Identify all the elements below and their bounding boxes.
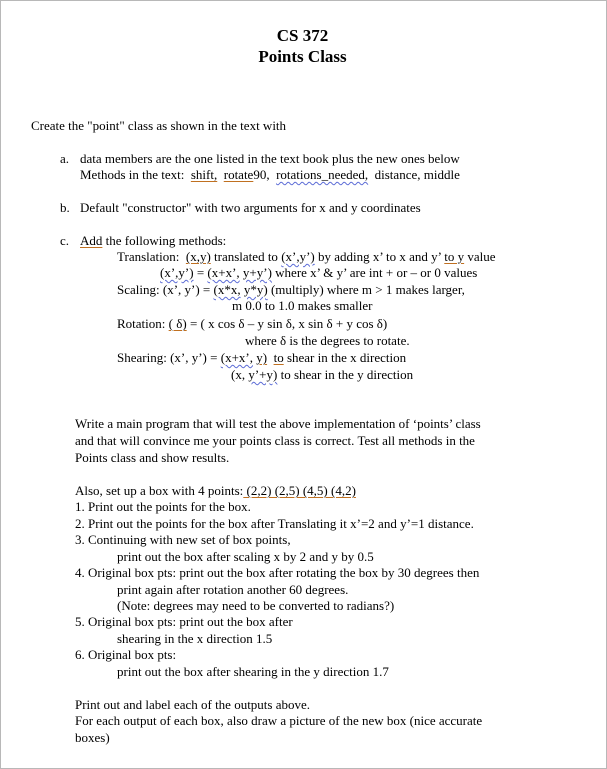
closing-line-2: For each output of each box, also draw a picture of the new box (nice accurate xyxy=(75,713,483,728)
item-a-line2: Methods in the text: shift, rotate90, rotations_needed, distance, middle xyxy=(80,167,460,182)
box-step-6-detail: print out the box after shearing in the y direction 1.7 xyxy=(117,664,389,679)
box-step-1: 1. Print out the points for the box. xyxy=(75,499,251,514)
main-program-line-1: Write a main program that will test the above implementation of ‘points’ class xyxy=(75,416,481,431)
item-c-heading: Add the following methods: xyxy=(80,233,227,248)
item-c-marker: c. xyxy=(60,233,70,248)
scaling-note: m 0.0 to 1.0 makes smaller xyxy=(232,298,373,313)
scaling-line: Scaling: (x’, y’) = (x*x, y*y) (multiply) where m > 1 makes larger, xyxy=(117,282,465,297)
closing-line-1: Print out and label each of the outputs above. xyxy=(75,697,311,712)
box-step-3: 3. Continuing with new set of box points, xyxy=(75,532,291,547)
item-a-line1: data members are the one listed in the text book plus the new ones below xyxy=(80,151,460,166)
box-step-5-detail: shearing in the x direction 1.5 xyxy=(117,631,273,646)
closing-line-3: boxes) xyxy=(75,730,110,745)
shift-method: shift, xyxy=(190,167,218,182)
box-step-6: 6. Original box pts: xyxy=(75,647,177,662)
rotations-needed-method: rotations_needed, xyxy=(276,167,369,182)
rotate-method: rotate xyxy=(223,167,254,182)
box-step-3-detail: print out the box after scaling x by 2 and y by 0.5 xyxy=(117,549,374,564)
course-title: CS 372 xyxy=(276,26,329,45)
page-title: Points Class xyxy=(258,47,347,66)
box-step-5: 5. Original box pts: print out the box after xyxy=(75,614,293,629)
box-intro: Also, set up a box with 4 points: (2,2) (2,5) (4,5) (4,2) xyxy=(75,483,356,498)
shearing-line-2: (x, y’+y) to shear in the y direction xyxy=(231,367,414,382)
translation-formula: (x’,y’) = (x+x’, y+y’) where x’ & y’ are int + or – or 0 values xyxy=(160,265,478,280)
item-a-marker: a. xyxy=(60,151,70,166)
translation-line: Translation: (x,y) translated to (x’,y’) by adding x’ to x and y’ to y value xyxy=(117,249,496,264)
box-step-4: 4. Original box pts: print out the box after rotating the box by 30 degrees then xyxy=(75,565,480,580)
box-step-4-detail: print again after rotation another 60 degrees. xyxy=(117,582,349,597)
shearing-line: Shearing: (x’, y’) = (x+x’, y) to shear in the x direction xyxy=(117,350,407,365)
rotation-note: where δ is the degrees to rotate. xyxy=(245,333,410,348)
main-program-line-3: Points class and show results. xyxy=(75,450,230,465)
intro-text: Create the "point" class as shown in the text with xyxy=(31,118,287,133)
main-program-line-2: and that will convince me your points class is correct. Test all methods in the xyxy=(75,433,475,448)
box-step-2: 2. Print out the points for the box after Translating it x’=2 and y’=1 distance. xyxy=(75,516,474,531)
item-b-marker: b. xyxy=(60,200,70,215)
rotation-line: Rotation: ( δ) = ( x cos δ – y sin δ, x sin δ + y cos δ) xyxy=(117,316,388,331)
box-step-4-note: (Note: degrees may need to be converted to radians?) xyxy=(117,598,395,613)
item-b-text: Default "constructor" with two arguments for x and y coordinates xyxy=(80,200,421,215)
